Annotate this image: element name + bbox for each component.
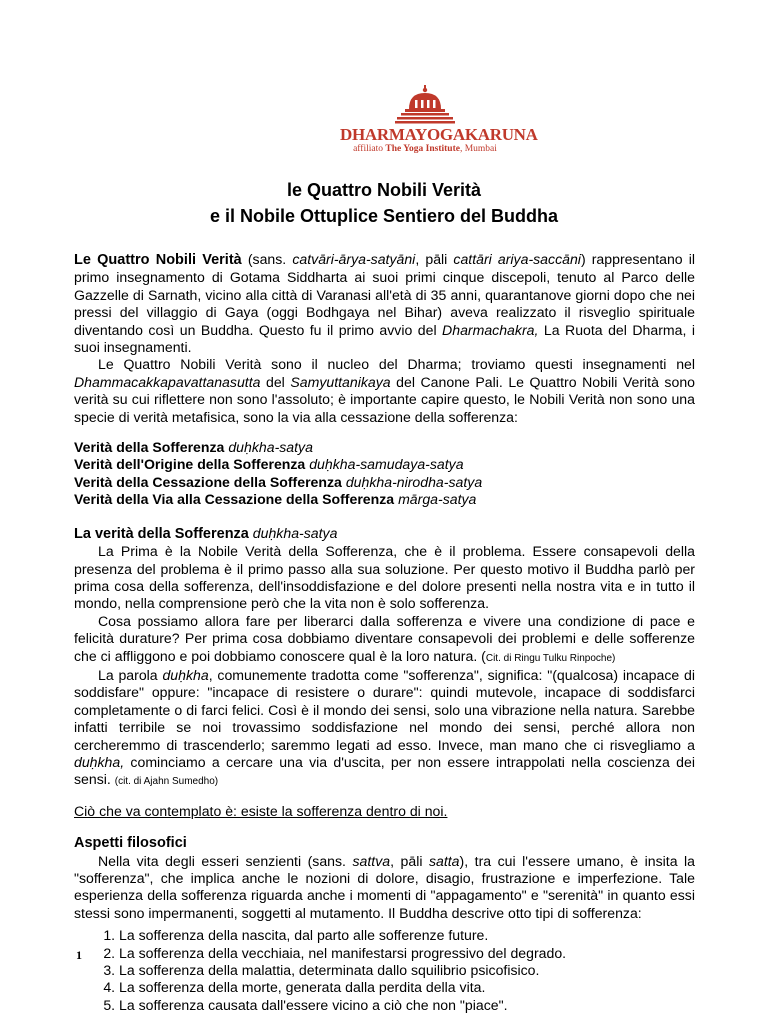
philosophy-paragraph: Nella vita degli esseri senzienti (sans. sattva, pāli satta), tra cui l'essere umano, è insita la "sofferenza", che implica anche le nozioni di dolore, disagio, frustrazione e imperfezione. Tale esperienza della sofferenza riguarda anche i momenti di "appagamento" e "serenità" in quanto essi stessi sono impermanenti, soggetti al mutamento. Il Buddha descrive otto tipi di sofferenza: xyxy=(74,852,696,921)
title-line-1: le Quattro Nobili Verità xyxy=(286,180,482,200)
truth-item: Verità della Via alla Cessazione della Sofferenza mārga-satya xyxy=(74,491,477,508)
document-body xyxy=(74,251,695,1014)
section-heading-philosophy: Aspetti filosofici xyxy=(74,835,187,852)
list-item: 5. La sofferenza causata dall'essere vicino a ciò che non "piace". xyxy=(119,997,695,1014)
truth-item: Verità della Sofferenza duḥkha-satya xyxy=(74,439,313,456)
list-item: 4. La sofferenza della morte, generata dalla perdita della vita. xyxy=(119,979,695,996)
stupa-bell-icon xyxy=(395,85,455,125)
affiliation: affiliato The Yoga Institute, Mumbai xyxy=(353,144,497,154)
page-number: 1 xyxy=(76,948,82,962)
list-item: 1. La sofferenza della nascita, dal parto alle sofferenze future. xyxy=(119,927,695,944)
suffering-paragraph-3: La parola duḥkha, comunemente tradotta come "sofferenza", significa: "(qualcosa) incapace di soddisfare" oppure: "incapace di resistere o durare": quindi mutevole, incapace di soddisfarci completamente o di farci felici. Così è il mondo dei sensi, solo una vibrazione nella natura. Sarebbe infatti terribile se noi trovassimo soddisfazione nel mondo dei sensi, perché allora non cercheremmo di trascenderlo; saremmo legati ad esso. Invece, man mano che ci risvegliamo a duḥkha, cominciamo a cercare una via d'uscita, per non essere intrappolati nella coscienza dei sensi. (cit. di Ajahn Sumedho) xyxy=(74,666,695,788)
suffering-paragraph-2: Cosa possiamo allora fare per liberarci dalla sofferenza e vivere una condizione di pace e felicità durature? Per prima cosa dobbiamo diventare consapevoli dei problemi e delle sofferenze che ci affliggono e poi dobbiamo conoscere qual è la loro natura. (Cit. di Ringu Tulku Rinpoche) xyxy=(74,612,695,664)
suffering-paragraph-1: La Prima è la Nobile Verità della Sofferenza, che è il problema. Essere consapevoli della presenza del problema è il primo passo alla sua soluzione. Per questo motivo il Buddha parlò per prima cosa della sofferenza, dell'insoddisfazione e del dolore presenti nella nostra vita e in tutto il mondo, nella comprensione però che la vita non è solo sofferenza. xyxy=(74,543,695,612)
intro-paragraph: Le Quattro Nobili Verità (sans. catvāri-ārya-satyāni, pāli cattāri ariya-saccāni) rappresentano il primo insegnamento di Gotama Siddharta ai suoi primi cinque discepoli, tenuto al Parco delle Gazzelle di Sarnath, vicino alla città di Varanasi all'età di 35 anni, quarantanove giorni dopo che nei pressi del villaggio di Gaya (oggi Bodhgaya nel Bihar) aveva realizzato il risveglio spirituale diventando così un Buddha. Questo fu il primo avvio del Dharmachakra, La Ruota del Dharma, i suoi insegnamenti. xyxy=(74,251,696,356)
section-heading-suffering: La verità della Sofferenza duḥkha-satya xyxy=(74,524,338,542)
list-item: 3. La sofferenza della malattia, determinata dallo squilibrio psicofisico. xyxy=(119,962,695,979)
truth-item: Verità dell'Origine della Sofferenza duḥkha-samudaya-satya xyxy=(74,456,464,473)
logo xyxy=(340,85,538,155)
intro-paragraph-2: Le Quattro Nobili Verità sono il nucleo del Dharma; troviamo questi insegnamenti nel Dhammacakkapavattanasutta del Samyuttanikaya del Canone Pali. Le Quattro Nobili Verità sono verità su cui riflettere non sono l'assoluto; è importante capire questo, le Nobili Verità non sono una specie di verità metafisica, sono la via alla cessazione della sofferenza: xyxy=(74,356,695,425)
contemplation-line: Ciò che va contemplato è: esiste la sofferenza dentro di noi. xyxy=(74,802,448,819)
suffering-types-list xyxy=(74,927,695,1014)
title-line-2: e il Nobile Ottuplice Sentiero del Buddha xyxy=(209,206,559,226)
truth-item: Verità della Cessazione della Sofferenza duḥkha-nirodha-satya xyxy=(74,473,483,490)
list-item: 2. La sofferenza della vecchiaia, nel manifestarsi progressivo del degrado. xyxy=(119,945,695,962)
brand-name: DHARMAYOGAKARUNA xyxy=(340,125,538,144)
truths-list xyxy=(74,439,695,509)
